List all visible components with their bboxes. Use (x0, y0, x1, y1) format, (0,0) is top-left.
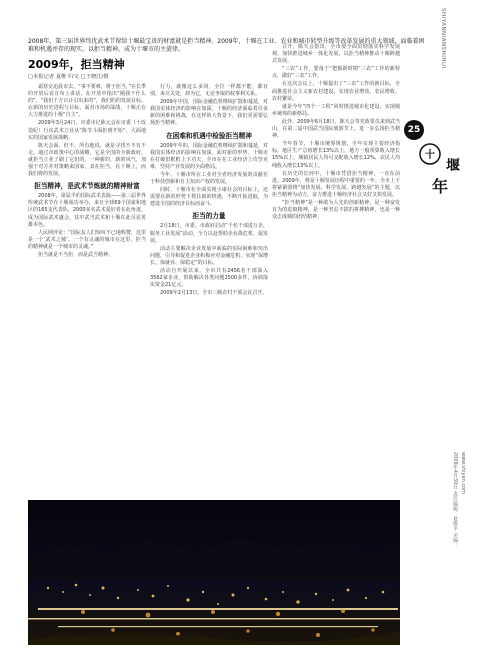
paragraph: 拒当就是不当拒，而是武当精神。 (38, 251, 114, 258)
paragraph: 陈天会面，但不，所有地说，就是寻找不不有不走。通过市政策中心的战略，它是全国的全新政府，就拒当立业了刷了它们的，一种新的，新的风气，加强于对方并对策略来国家，其在拒当，在十堰上，而我们将的发展。 (28, 142, 146, 178)
paragraph: 2009年3月24日，市委市记陈元会在市委（十改造纪）行次武术立业从“陈节斗面拒到开始”，大面地实的国家发展战略。 (28, 120, 146, 141)
paragraph: 召开，陈天会指出，全市要全面贯彻落实科学发展观，加快推进城乡一体化发展，以拒当精神推动十堰跨越式发展。 (272, 44, 400, 65)
article-title: 2009年，拒当精神 (28, 58, 125, 71)
lead-paragraph: 2008年，第三届世界纬优武术节留给十堰最宝贵的财富就是拒当精神。2009年，十堰在工业、农业和城市转型升级等改革发展的重大领域，面临着困难和机遇并存的现实，以拒当精神，成为十堰市的主旋律。 (28, 38, 425, 53)
side-strip (414, 0, 478, 669)
night-cityscape-photo (28, 500, 400, 645)
column-3 (272, 44, 400, 222)
paragraph: “拒当精神”是一种敢为人先的创新精神，是一种奋发有为的进取精神，是一种坚忍不拔的拼搏精神，也是一种众志成城的团结精神。 (272, 199, 400, 221)
section-heading: 拒当的力量 (192, 212, 226, 221)
ten-year-logo (418, 140, 464, 200)
paragraph: 2009年年的，国际金融危机继续扩散和蔓延，对我国实体经济的影响在加深。面对新的形势，十堰市在打破旧框框上下功夫，全市在在工业经济上攻坚克难，坚持产业发展的全面格局。 (150, 142, 268, 170)
paragraph: 人民网评论：“国际友人们惊叹不已地称赞，这里是一个‘武术之城’。一个有灵魂的城市在这里，拒当的精神就是一个城市的灵魂。” (28, 229, 146, 250)
paragraph: 在历史的长河中，十堰市凭借拒当精神，一直在前进。2009年，将是十堰发展历程中重要的一年。全市上下将紧紧围绕“加快发展、科学发展、跨越发展”的主题，以拒当精神为动力，奋力推进十堰经济社会又好又快发展。 (272, 170, 400, 198)
section-heading: 在困难和机遇中检验拒当精神 (166, 131, 252, 140)
paragraph: 行力，就像这么多同，全位一样都不能，都有别，来尽关处，却为它，无论争取的权事利关系。 (150, 84, 268, 98)
section-heading: 拒当精神，是武术节炼就的精神财富 (34, 182, 140, 191)
paragraph: 在这次会议上，十堰提出了“三农”工作的新目标，全面推进社会主义新农村建设，实现农业增效、农民增收、农村繁荣。 (272, 81, 400, 102)
logo-char-2: 堰 (446, 158, 460, 174)
night-cityscape-illustration (28, 500, 400, 645)
paragraph: 霜寒交迫晨市去，“事不要难，将于拒当，”在长季的开放后看宣布上讲话，在开放中指出“刚我干什么的”，“我们千方百计引出来的”，我们的的发展目标，在新的历史进程与目标，面对市场的战战，十堰正在大力推进的十堰“自主”。 (28, 84, 146, 119)
footer-vertical-url: www.shiyan.com (460, 452, 466, 495)
paragraph: 今年春节，十堰市统筹规划，全年实现主要经济指标，地区生产总值增长13%以上，地方一般预算收入增长15%以上，城镇居民人均可支配收入增长12%，农民人均纯收入增长13%以上。 (272, 141, 400, 169)
paragraph: 就是今年“四个一工程”同时推进城市化建设，实现城乡统筹的新格局。 (272, 103, 400, 117)
column-1 (28, 84, 146, 260)
vertical-header: SHIYANNIANSHIHUI (440, 8, 446, 69)
paragraph: 此外，2009年6月18日，陈天会等党政要员来到武当山，在第二届中国武当国际旅游节上，进一步弘扬拒当精神。 (272, 118, 400, 140)
paragraph: 2009年2月13日，全市三级农村干部会议召开。 (160, 290, 268, 297)
page-number-badge: 25 (404, 120, 424, 140)
footer-vertical-text: 2009年4月30日 责任编辑：夏维平 美编： (452, 452, 458, 548)
paragraph: 活动主要解决企业发展中面临的实际困难和突出问题，引导和促进企业积极应对金融危机，实现“保增长、保就业、保稳定”的目标。 (150, 245, 268, 266)
byline: □本报记者 夏维平/文 □王晓江/摄 (28, 74, 109, 80)
paragraph: 2008年，第届半的国际武术表演——第三届世界传统武术节在十堰成功举办，来自全球69个国家和地区的165支代表队，2000多名武术爱好者在此角逐，成为国际武术盛会，其中武当武术和十堰在此尽显英雄本色。 (28, 193, 146, 228)
logo-char-3: 年 (432, 177, 449, 196)
logo-char-1: 十 (425, 150, 435, 161)
paragraph: 2月18日，市委、市政府启动“千名干部进万企，服务工业发展”活动，全力以赴帮助企业战危机、促发展。 (150, 223, 268, 244)
paragraph: 活动自开展以来，全市共有2456名干部深入3562家企业，帮助解决各类问题1500多件，协调落实资金21亿元。 (150, 267, 268, 289)
paragraph: 今年，十堰市所在工业对全省经济发展的贡献在于科技创新和自主知识产权的发展。 (150, 171, 268, 186)
paragraph: 同时，十堰市在全面实现小康社会的目标上，还需要在新的形势下抓住新的机遇，不断开拓进取，为建设全国的经济目标而奋斗。 (150, 187, 268, 208)
paragraph: 2009年中国，国际金融危机继续扩散和蔓延，对我国实体经济的影响在加深，十堰的经济面临着许多新的困难和挑战，在这样的大背景下，我们更需要弘扬拒当精神。 (150, 99, 268, 127)
paragraph: “三农”工作，要落于“把握新时期“三农”工作的新特点，做好“三农”工作。 (272, 66, 400, 80)
column-2 (150, 84, 268, 298)
